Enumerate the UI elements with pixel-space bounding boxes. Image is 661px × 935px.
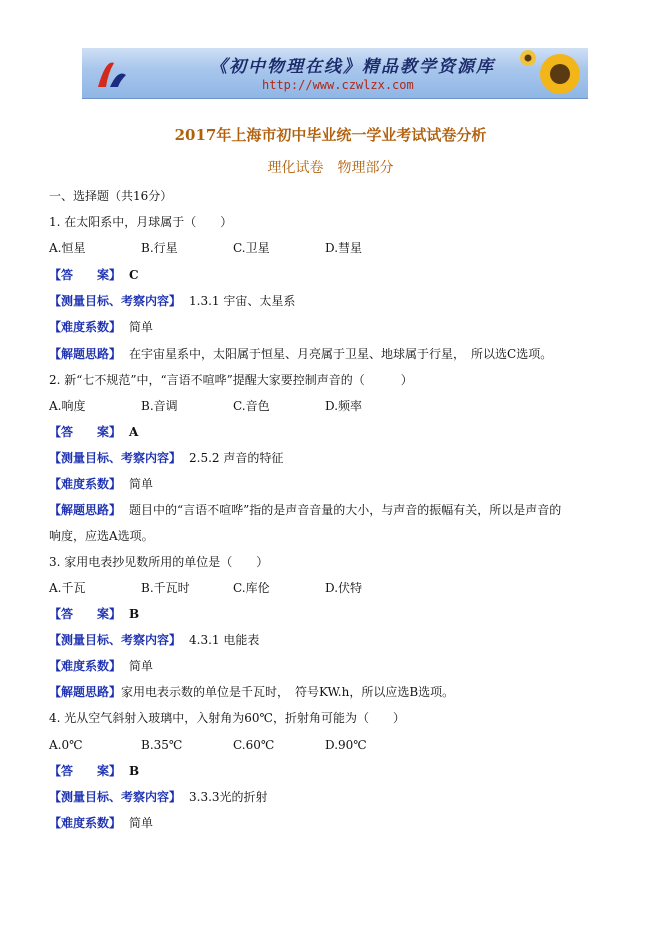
option-d: D.彗星: [325, 241, 363, 255]
answer-label: 【答 案】: [49, 764, 122, 778]
objective-label: 【测量目标、考察内容】: [49, 294, 182, 308]
question-2-stem: 2. 新“七不规范”中，“言语不喧哗”提醒大家要控制声音的（ ）: [49, 373, 413, 387]
difficulty-value: 简单: [129, 659, 154, 673]
question-1-analysis: [49, 346, 552, 362]
question-1-difficulty: [49, 319, 153, 335]
analysis-label: 【解题思路】: [49, 347, 122, 361]
document-title: 2017年上海市初中毕业统一学业考试试卷分析: [174, 126, 487, 144]
answer-value: B: [129, 607, 140, 621]
question-1-options: [49, 240, 417, 256]
difficulty-label: 【难度系数】: [49, 816, 122, 830]
option-a: A.响度: [49, 399, 86, 413]
difficulty-value: 简单: [129, 320, 154, 334]
objective-value: 3.3.3光的折射: [189, 790, 268, 804]
question-2-analysis: [49, 502, 561, 518]
option-b: B.千瓦时: [141, 581, 190, 595]
difficulty-label: 【难度系数】: [49, 477, 122, 491]
analysis-value: 在宇宙星系中，太阳属于恒星、月亮属于卫星、地球属于行星， 所以选C选项。: [129, 347, 553, 361]
header-banner: [82, 48, 588, 99]
question-1-stem: 1. 在太阳系中，月球属于（ ）: [49, 215, 233, 229]
option-c: C.卫星: [233, 241, 270, 255]
objective-label: 【测量目标、考察内容】: [49, 790, 182, 804]
question-2-options: [49, 398, 417, 414]
question-2-difficulty: [49, 476, 153, 492]
option-b: B.35℃: [141, 738, 183, 752]
option-a: A.恒星: [49, 241, 86, 255]
difficulty-value: 简单: [129, 477, 154, 491]
analysis-label: 【解题思路】: [49, 503, 122, 517]
section-heading: 一、选择题（共16分）: [49, 189, 173, 203]
sunflower-icon: [508, 48, 588, 98]
option-b: B.音调: [141, 399, 178, 413]
option-c: C.库伦: [233, 581, 270, 595]
question-3-difficulty: [49, 658, 153, 674]
question-1-objective: [49, 293, 295, 309]
option-a: A.0℃: [49, 738, 83, 752]
question-2-answer: [49, 424, 138, 440]
option-d: D.伏特: [325, 581, 363, 595]
question-3-options: [49, 580, 417, 596]
difficulty-value: 简单: [129, 816, 154, 830]
analysis-label: 【解题思路】: [49, 685, 122, 699]
site-logo-icon: [92, 53, 132, 93]
answer-value: B: [129, 764, 140, 778]
document-subtitle: 理化试卷 物理部分: [267, 160, 394, 176]
objective-label: 【测量目标、考察内容】: [49, 451, 182, 465]
analysis-value: 题目中的“言语不喧哗”指的是声音音量的大小，与声音的振幅有关，所以是声音的: [129, 503, 562, 517]
option-c: C.60℃: [233, 738, 275, 752]
question-2-analysis-continued: 响度，应选A选项。: [49, 529, 154, 543]
banner-title: 《初中物理在线》精品教学资源库: [210, 57, 495, 77]
objective-value: 1.3.1 宇宙、太星系: [189, 294, 296, 308]
option-d: D.频率: [325, 399, 363, 413]
question-3-stem: 3. 家用电表抄见数所用的单位是（ ）: [49, 555, 269, 569]
question-4-difficulty: [49, 815, 153, 831]
objective-label: 【测量目标、考察内容】: [49, 633, 182, 647]
answer-value: A: [129, 425, 139, 439]
question-4-objective: [49, 789, 268, 805]
question-4-stem: 4. 光从空气斜射入玻璃中，入射角为60℃，折射角可能为（ ）: [49, 711, 405, 725]
question-3-answer: [49, 606, 139, 622]
difficulty-label: 【难度系数】: [49, 320, 122, 334]
answer-label: 【答 案】: [49, 268, 122, 282]
option-c: C.音色: [233, 399, 270, 413]
answer-label: 【答 案】: [49, 607, 122, 621]
option-a: A.千瓦: [49, 581, 86, 595]
answer-value: C: [129, 268, 139, 282]
question-4-answer: [49, 763, 139, 779]
objective-value: 2.5.2 声音的特征: [189, 451, 284, 465]
question-2-objective: [49, 450, 283, 466]
banner-url[interactable]: http://www.czwlzx.com: [262, 78, 414, 92]
option-d: D.90℃: [325, 738, 367, 752]
option-b: B.行星: [141, 241, 178, 255]
question-3-objective: [49, 632, 259, 648]
objective-value: 4.3.1 电能表: [189, 633, 260, 647]
question-3-analysis: [49, 684, 454, 700]
difficulty-label: 【难度系数】: [49, 659, 122, 673]
answer-label: 【答 案】: [49, 425, 122, 439]
question-1-answer: [49, 267, 139, 283]
analysis-value: 家用电表示数的单位是千瓦时， 符号KW.h，所以应选B选项。: [121, 685, 455, 699]
question-4-options: [49, 737, 417, 753]
